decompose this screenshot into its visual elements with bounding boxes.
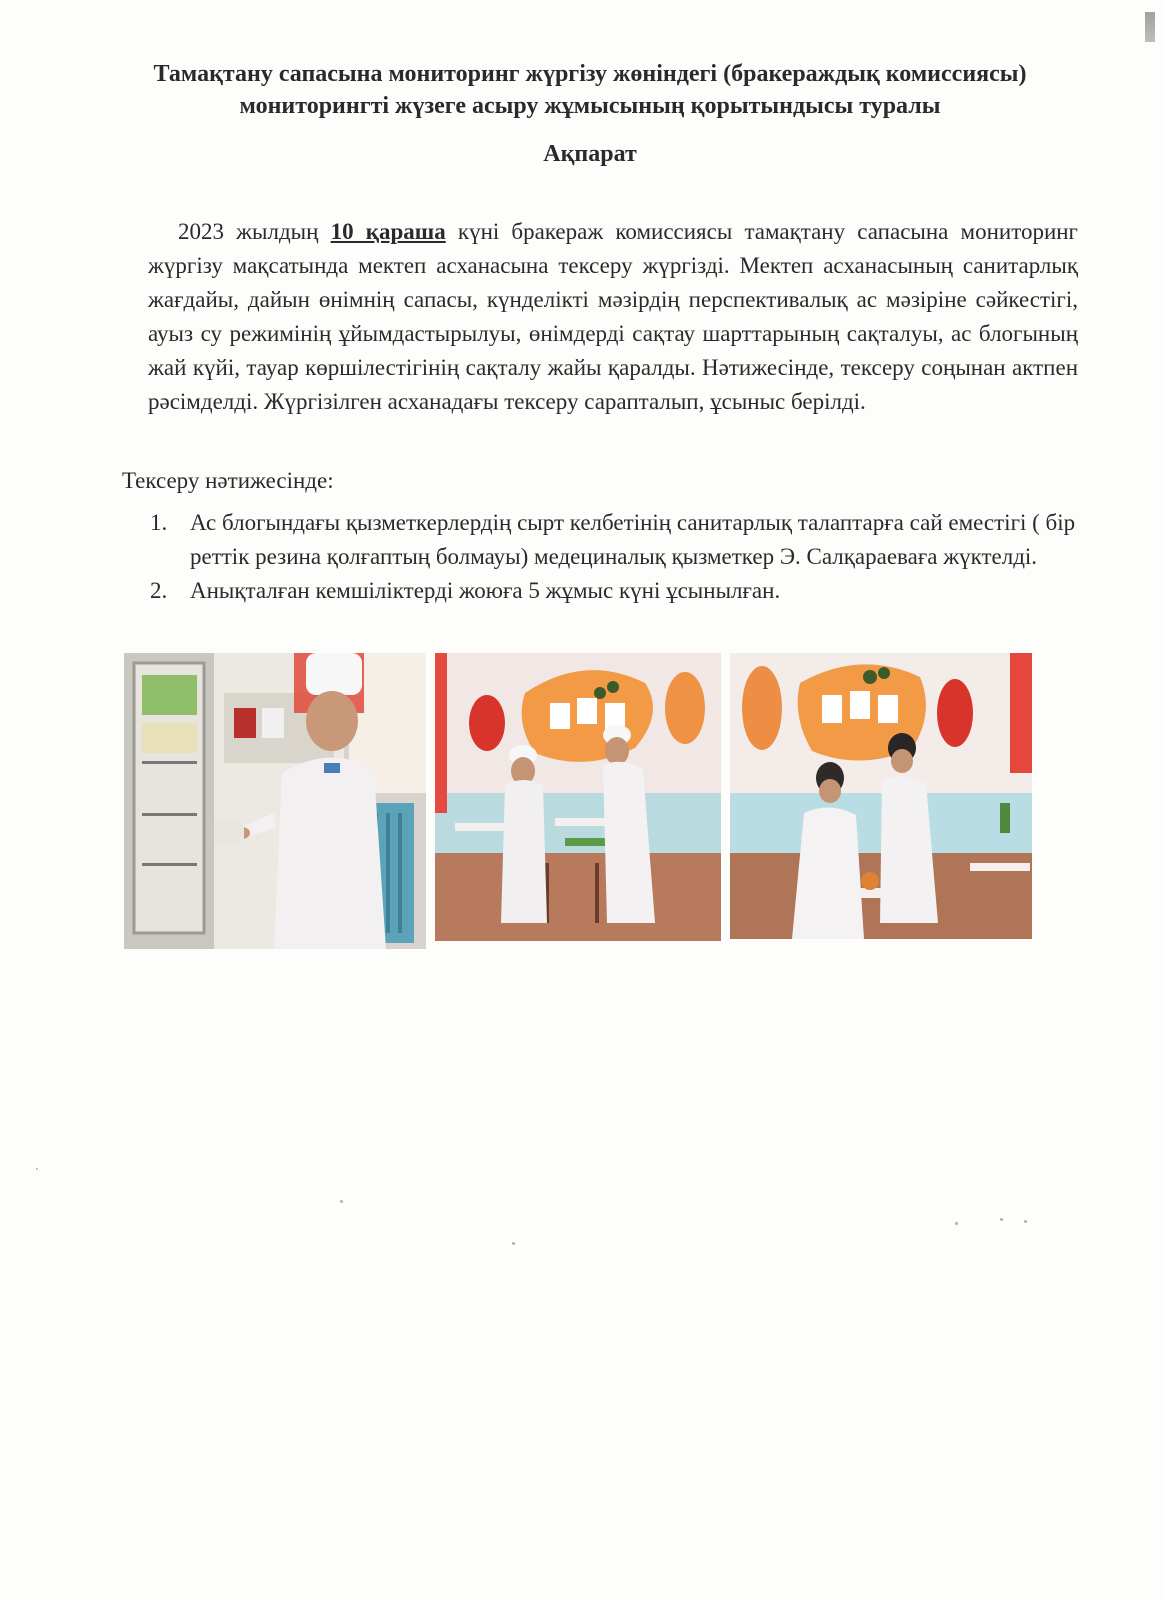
list-item-number: 1.: [150, 510, 168, 535]
list-item: [150, 574, 1080, 608]
photo-dining-hall: [435, 653, 721, 941]
results-list: [150, 506, 1080, 608]
para-rest: күні бракераж комиссиясы тамақтану сапасына мониторинг жүргізу мақсатында мектеп асханасына тексеру жүргізді. Мектеп асханасының санитарлық жағдайы, дайын өнімнің сапасы, күнделікті мәзірдің перспективалық ас мәзіріне сәйкестігі, ауыз су режимінің ұйымдастырылуы, өнімдерді сақтау шарттарының сақталуы, ас блогының жай күйі, тауар көршілестігінің сақталу жайы қаралды. Нәтижесінде, тексеру соңынан актпен рәсімделді. Жүргізілген асханадағы тексеру сарапталып, ұсыныс берілді.: [148, 219, 1078, 414]
scan-speck: [1024, 1220, 1027, 1223]
scan-speck: [955, 1222, 958, 1225]
photo-strip: [124, 653, 1054, 953]
results-heading: Тексеру нәтижесінде:: [122, 468, 334, 493]
scan-speck: [36, 1168, 38, 1170]
list-item-number: 2.: [150, 578, 168, 603]
list-item-text: Ас блогындағы қызметкерлердің сырт келбетінің санитарлық талаптарға сай еместігі ( бір реттік резина қолғаптың болмауы) медециналық қызметкер Э. Салқараеваға жүктелді.: [190, 510, 1076, 569]
document-subtitle: Ақпарат: [543, 141, 637, 167]
scan-speck: [340, 1200, 343, 1203]
para-prefix: 2023 жылдың: [178, 219, 331, 244]
document-title: Тамақтану сапасына мониторинг жүргізу жөніндегі (бракераждық комиссиясы) мониторингті жүзеге асыру жұмысының қорытындысы туралы: [153, 61, 1027, 119]
list-item-text: Анықталған кемшіліктерді жоюға 5 жұмыс күні ұсынылған.: [190, 578, 781, 603]
list-item: [150, 506, 1080, 574]
scan-speck: [1000, 1218, 1003, 1221]
body-paragraph: [148, 215, 1078, 419]
photo-food-tasting: [730, 653, 1032, 939]
scan-speck: [512, 1242, 515, 1245]
photo-refrigerator: [124, 653, 426, 949]
inspection-date: 10 қараша: [330, 219, 446, 244]
scan-edge-mark: [1145, 12, 1155, 42]
